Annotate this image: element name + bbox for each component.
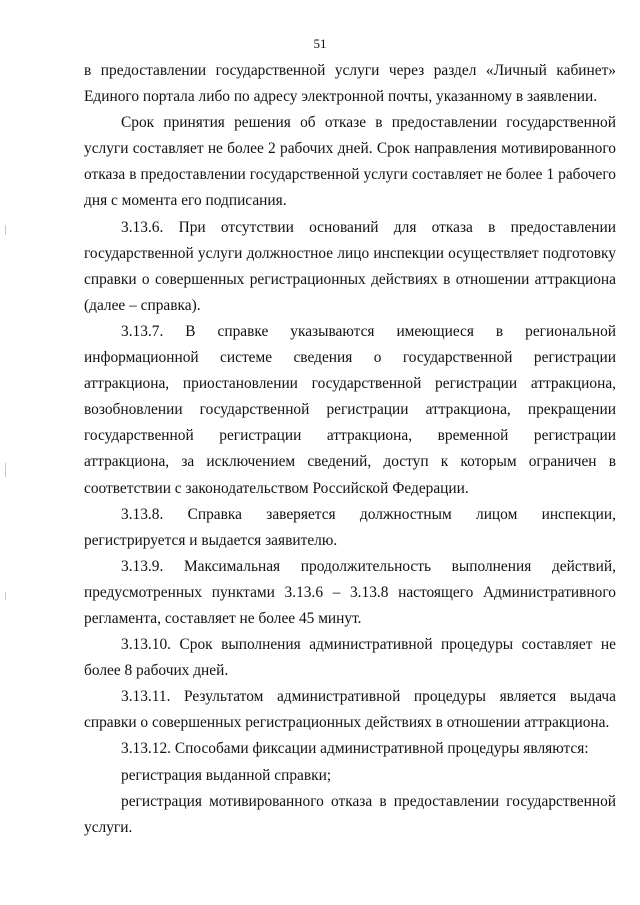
paragraph-3-13-6: 3.13.6. При отсутствии оснований для отказа в предоставлении государственной услуги должностное лицо инспекции осуществляет подготовку справки о совершенных регистрационных действиях в отношении аттракциона (далее – справка). (84, 218, 616, 314)
paragraph-3-13-12: 3.13.12. Способами фиксации административной процедуры являются: (121, 740, 589, 758)
paragraph-continuation: в предоставлении государственной услуги через раздел «Личный кабинет» Единого портала либо по адресу электронной почты, указанному в заявлении. (84, 62, 616, 106)
paragraph-3-13-9: 3.13.9. Максимальная продолжительность выполнения действий, предусмотренных пунктами 3.13.6 – 3.13.8 настоящего Административного регламента, составляет не более 45 минут. (84, 557, 616, 627)
paragraph-3-13-7: 3.13.7. В справке указываются имеющиеся в региональной информационной системе сведения о государственной регистрации аттракциона, приостановлении государственной регистрации аттракциона, возобновлении государственной регистрации аттракциона, прекращении государственной регистрации аттракциона, временной регистрации аттракциона, за исключением сведений, доступ к которым ограничен в соответствии с законодательством Российской Федерации. (84, 322, 616, 497)
paragraph-registration-certificate: регистрация выданной справки; (121, 766, 332, 784)
paragraph-registration-refusal: регистрация мотивированного отказа в предоставлении государственной услуги. (84, 792, 616, 836)
paragraph-3-13-8: 3.13.8. Справка заверяется должностным лицом инспекции, регистрируется и выдается заявителю. (84, 505, 616, 549)
paragraph-3-13-11: 3.13.11. Результатом административной процедуры является выдача справки о совершенных регистрационных действиях в отношении аттракциона. (84, 688, 616, 732)
scan-artifact (5, 463, 6, 477)
scan-artifact (5, 225, 6, 235)
paragraph-3-13-10: 3.13.10. Срок выполнения административной процедуры составляет не более 8 рабочих дней. (84, 636, 616, 680)
paragraph-refusal-deadline: Срок принятия решения об отказе в предоставлении государственной услуги составляет не более 2 рабочих дней. Срок направления мотивированного отказа в предоставлении государственной услуги составляет не более 1 рабочего дня с момента его подписания. (84, 114, 616, 210)
page-number: 51 (313, 36, 327, 51)
scan-artifact (5, 592, 6, 600)
document-body (84, 58, 616, 841)
